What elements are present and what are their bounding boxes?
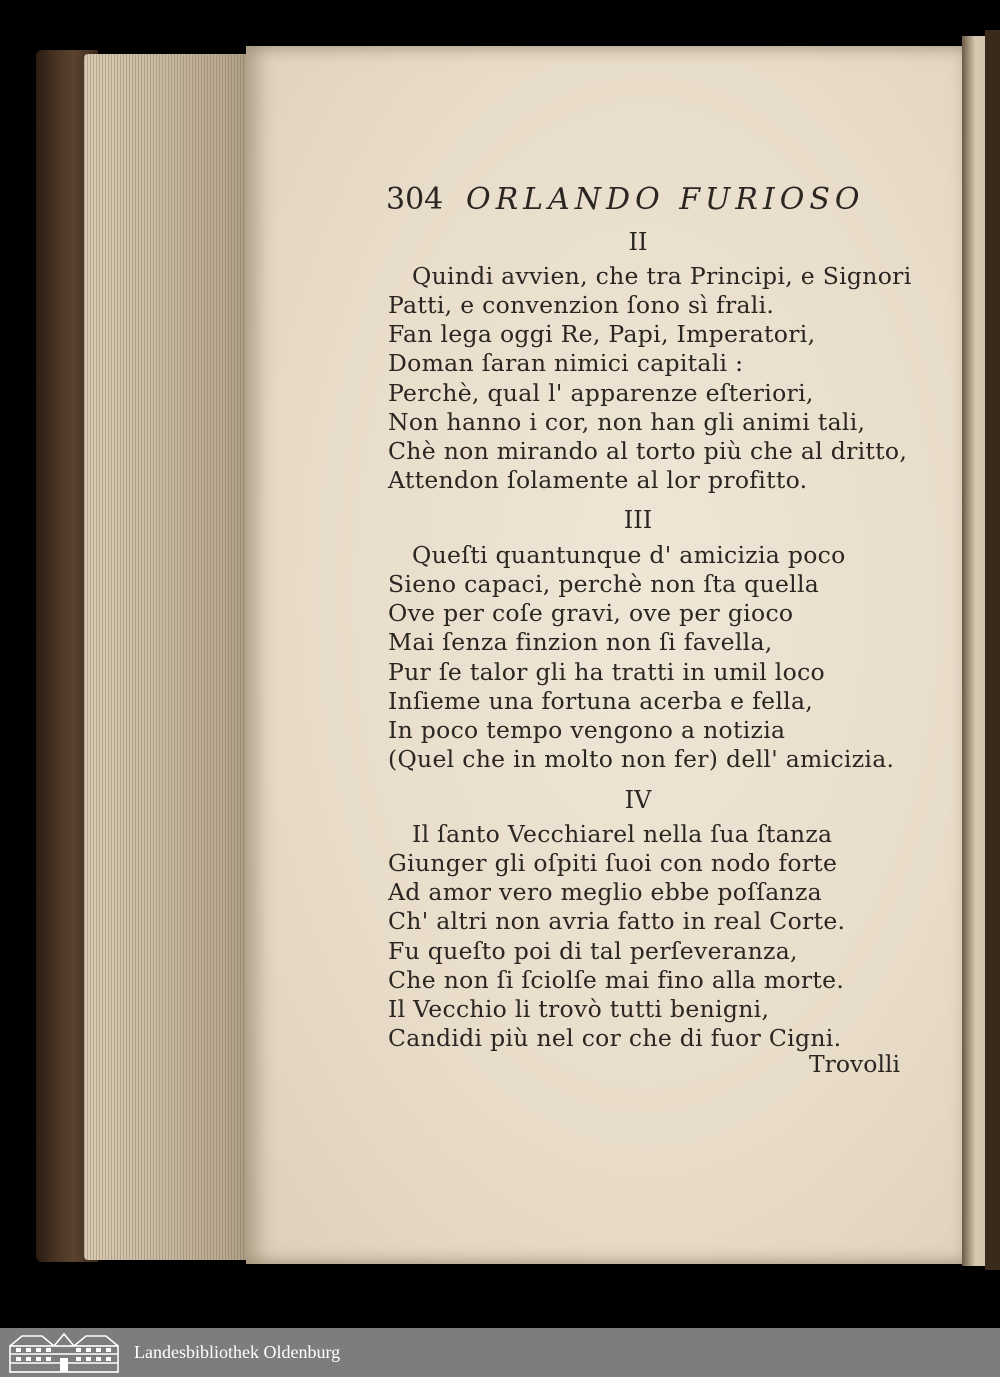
stanza-number: III bbox=[623, 506, 653, 534]
verse-line: Perchè, qual l' apparenze eſteriori, bbox=[388, 379, 814, 407]
library-name: Landesbibliothek Oldenburg bbox=[134, 1342, 341, 1362]
verse-line: In poco tempo vengono a notizia bbox=[388, 716, 786, 744]
running-title: ORLANDO FURIOSO bbox=[466, 182, 865, 217]
verse-line: Chè non mirando al torto più che al dritto, bbox=[388, 437, 908, 465]
verse-line: Che non ſi ſciolſe mai fino alla morte. bbox=[388, 966, 845, 994]
library-building-icon bbox=[8, 1332, 120, 1374]
verse-line: Il Vecchio li trovò tutti benigni, bbox=[388, 995, 770, 1023]
verse-line: Pur ſe talor gli ha tratti in umil loco bbox=[388, 658, 825, 686]
library-footer bbox=[0, 1328, 1000, 1377]
verse-line: Quindi avvien, che tra Principi, e Signori bbox=[412, 262, 912, 290]
page-header bbox=[386, 180, 906, 224]
verse-line: Ad amor vero meglio ebbe poſſanza bbox=[388, 878, 822, 906]
verse-line: Queſti quantunque d' amicizia poco bbox=[412, 541, 846, 569]
verse-line: Candidi più nel cor che di fuor Cigni. bbox=[388, 1024, 842, 1052]
verse-line: Ove per coſe gravi, ove per gioco bbox=[388, 599, 794, 627]
verse-line: Doman ſaran nimici capitali : bbox=[388, 349, 744, 377]
stanza-number: IV bbox=[624, 786, 652, 814]
verse-line: Fan lega oggi Re, Papi, Imperatori, bbox=[388, 320, 816, 348]
verse-line: Ch' altri non avria fatto in real Corte. bbox=[388, 907, 846, 935]
verse-line: Non hanno i cor, non han gli animi tali, bbox=[388, 408, 866, 436]
book-cover-right bbox=[985, 30, 1000, 1270]
verse-line: Il ſanto Vecchiarel nella ſua ſtanza bbox=[412, 820, 833, 848]
catchword: Trovolli bbox=[808, 1050, 900, 1078]
page-edges bbox=[84, 54, 252, 1260]
verse-line: Inſieme una fortuna acerba e fella, bbox=[388, 687, 814, 715]
verse-line: Sieno capaci, perchè non ſta quella bbox=[388, 570, 820, 598]
verse-line: Giunger gli oſpiti ſuoi con nodo forte bbox=[388, 849, 838, 877]
verse-line: (Quel che in molto non fer) dell' amicizia. bbox=[388, 745, 895, 773]
verse-line: Fu queſto poi di tal perſeveranza, bbox=[388, 937, 798, 965]
stanza-number: II bbox=[628, 228, 648, 256]
verse-line: Patti, e convenzion ſono sì frali. bbox=[388, 291, 775, 319]
page-number: 304 bbox=[386, 182, 444, 217]
verse-line: Attendon ſolamente al lor profitto. bbox=[388, 466, 808, 494]
verse-line: Mai ſenza finzion non ſi favella, bbox=[388, 628, 773, 656]
